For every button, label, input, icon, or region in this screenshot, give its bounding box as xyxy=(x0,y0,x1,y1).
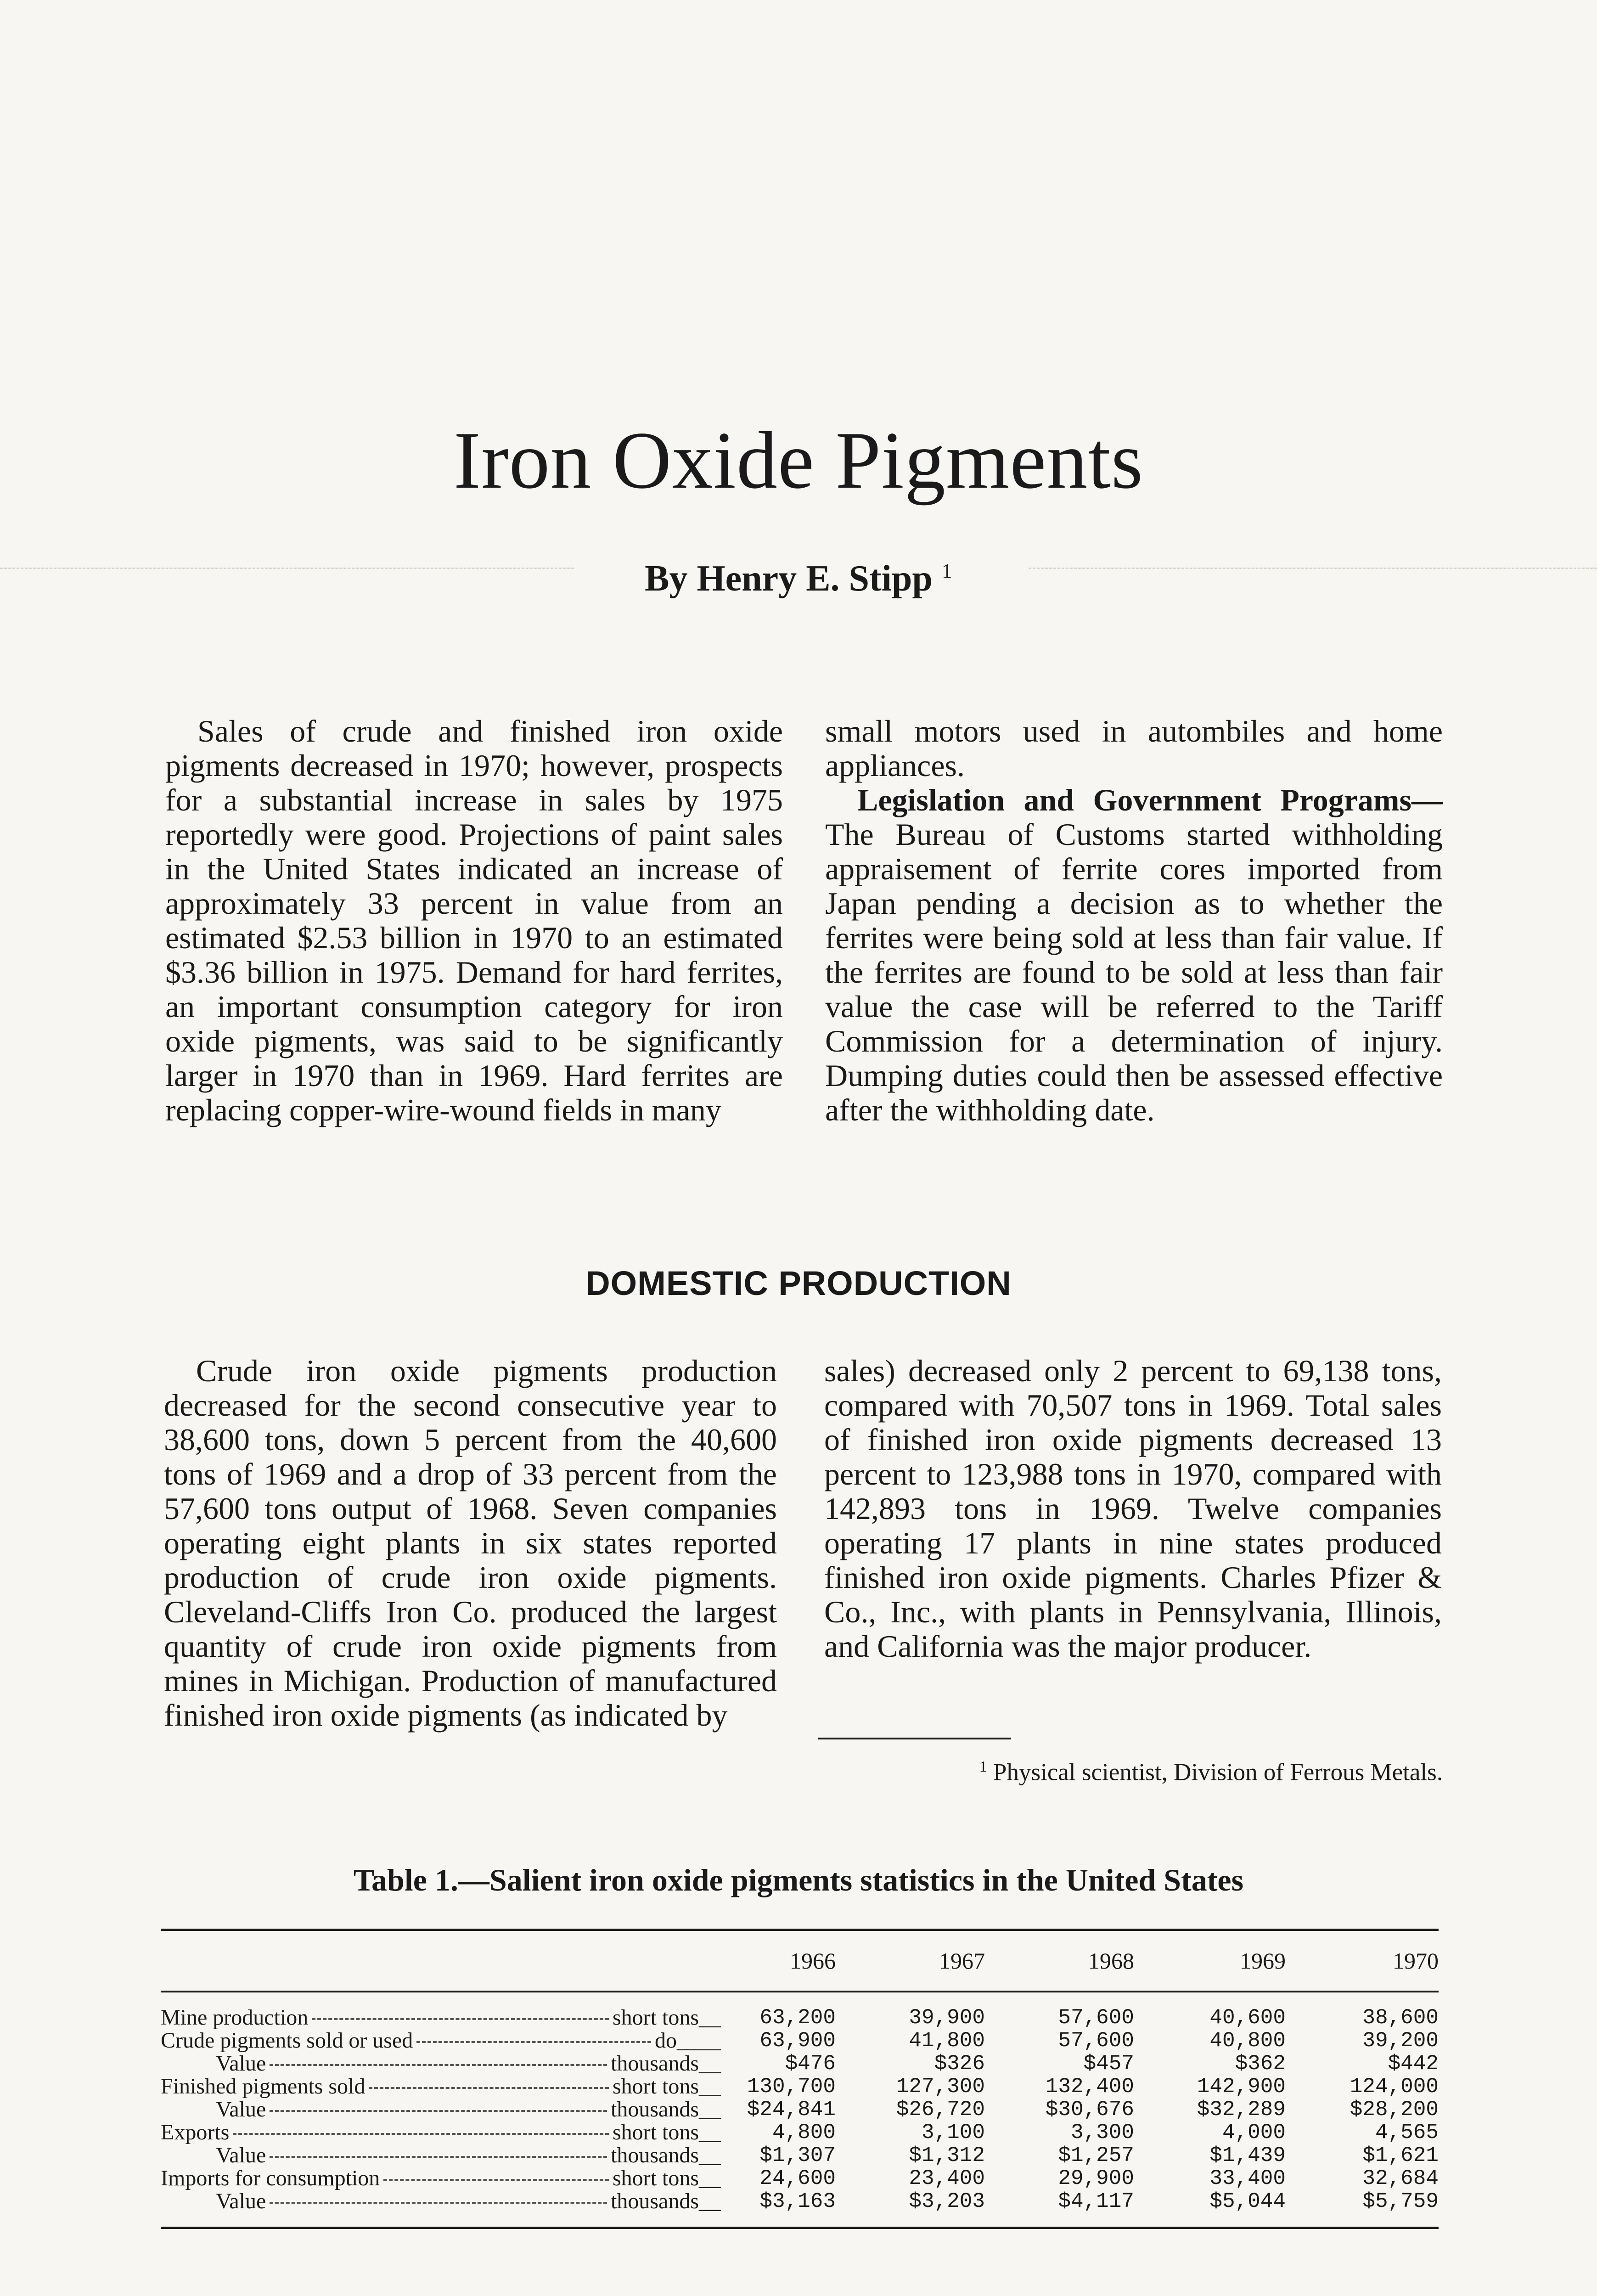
table-cell-value: $326 xyxy=(934,2052,985,2076)
row-label: Crude pigments sold or used xyxy=(161,2029,413,2052)
table-corner xyxy=(161,1931,721,1992)
table-cell-value: 57,600 xyxy=(1058,2006,1134,2030)
table-cell-value: 63,200 xyxy=(759,2006,836,2030)
table-row xyxy=(161,2098,1439,2121)
row-label-cell xyxy=(161,2144,721,2167)
domestic-paragraph: Crude iron oxide pigments production decreased for the second consecutive year to 38,600 tons, down 5 percent from the 40,600 tons of 1969 and a drop of 33 percent from the 57,600 tons output of 1968. Seven companies operating eight plants in six states reported production of crude iron oxide pigments. Cleveland-Cliffs Iron Co. produced the largest quantity of crude iron oxide pigments from mines in Michigan. Production of manufactured finished iron oxide pigments (as indicated by xyxy=(164,1353,777,1733)
year-header: 1969 xyxy=(1240,1948,1286,1974)
salient-statistics-table xyxy=(161,1929,1439,2229)
dot-leader xyxy=(416,2041,651,2043)
row-label-cell xyxy=(161,2167,721,2190)
intro-continuation: small motors used in autombiles and home appliances. xyxy=(825,714,1443,783)
table-cell-value: $30,676 xyxy=(1045,2098,1134,2122)
row-label: Value xyxy=(216,2098,266,2121)
table-cell-value: $457 xyxy=(1083,2052,1134,2076)
table-row xyxy=(161,2121,1439,2144)
row-label: Exports xyxy=(161,2121,230,2144)
row-label: Imports for consumption xyxy=(161,2167,380,2190)
table-cell-value: $28,200 xyxy=(1350,2098,1439,2122)
table-cell-value: $1,257 xyxy=(1058,2144,1134,2167)
row-label-cell xyxy=(161,2121,721,2144)
table-cell-value: 40,600 xyxy=(1209,2006,1286,2030)
table-cell-value: 4,565 xyxy=(1375,2121,1439,2144)
table-cell-value: $1,439 xyxy=(1209,2144,1286,2167)
table-cell-value: 130,700 xyxy=(747,2075,836,2099)
table-cell-value: 3,300 xyxy=(1070,2121,1134,2144)
table-cell-value: 29,900 xyxy=(1058,2167,1134,2190)
footnote xyxy=(818,1753,1443,1786)
table-cell-value: $32,289 xyxy=(1197,2098,1286,2122)
table-cell-value: $24,841 xyxy=(747,2098,836,2122)
year-header: 1966 xyxy=(790,1948,836,1974)
table-cell-value: 4,800 xyxy=(772,2121,836,2144)
table-cell-value: $442 xyxy=(1388,2052,1439,2076)
row-label-cell xyxy=(161,2029,721,2052)
row-label: Value xyxy=(216,2190,266,2213)
row-unit: short tons__ xyxy=(612,2167,721,2190)
row-label-cell xyxy=(161,2098,721,2121)
domestic-right-column xyxy=(824,1354,1442,1664)
byline-text: By Henry E. Stipp xyxy=(645,558,933,599)
table-cell-value: $1,307 xyxy=(759,2144,836,2167)
table-cell-value: 132,400 xyxy=(1045,2075,1134,2099)
table-cell-value: $5,044 xyxy=(1209,2189,1286,2213)
table-cell-value: $1,621 xyxy=(1362,2144,1439,2167)
row-unit: thousands__ xyxy=(611,2098,721,2121)
domestic-production-heading: DOMESTIC PRODUCTION xyxy=(585,1264,1012,1302)
year-header: 1967 xyxy=(939,1948,985,1974)
statistics-table xyxy=(161,1931,1439,2213)
table-cell-value: $3,163 xyxy=(759,2189,836,2213)
year-header: 1968 xyxy=(1088,1948,1134,1974)
table-row xyxy=(161,2029,1439,2052)
dot-leader xyxy=(270,2156,607,2158)
table-cell-value: 3,100 xyxy=(921,2121,985,2144)
table-row xyxy=(161,2190,1439,2213)
footnote-text: Physical scientist, Division of Ferrous Metals. xyxy=(993,1759,1443,1786)
row-unit: thousands__ xyxy=(611,2190,721,2213)
legislation-text: The Bureau of Customs started withholding appraisement of ferrite cores imported from Japan pending a decision as to whether the ferrites were being sold at less than fair value. If the ferrites are found to be sold at less than fair value the case will be referred to the Tariff Commission for a determination of injury. Dumping duties could then be assessed effective after the withholding date. xyxy=(825,817,1443,1127)
row-unit: thousands__ xyxy=(611,2144,721,2167)
byline-footnote-ref: 1 xyxy=(941,559,952,583)
byline xyxy=(0,558,1597,600)
table-cell-value: 38,600 xyxy=(1362,2006,1439,2030)
dot-leader xyxy=(233,2133,609,2135)
table-cell-value: 63,900 xyxy=(759,2029,836,2053)
footnote-rule xyxy=(818,1738,1011,1739)
footnote-marker: 1 xyxy=(979,1758,987,1775)
table-cell-value: $1,312 xyxy=(909,2144,985,2167)
table-cell-value: 4,000 xyxy=(1222,2121,1286,2144)
table-cell-value: 142,900 xyxy=(1197,2075,1286,2099)
dot-leader xyxy=(270,2202,607,2204)
table-cell-value: $4,117 xyxy=(1058,2189,1134,2213)
table-title: Table 1.—Salient iron oxide pigments statistics in the United States xyxy=(353,1863,1244,1897)
table-cell-value: 57,600 xyxy=(1058,2029,1134,2053)
page-title: Iron Oxide Pigments xyxy=(453,415,1144,506)
row-label-cell xyxy=(161,2190,721,2213)
domestic-left-column xyxy=(164,1354,777,1733)
table-row xyxy=(161,2075,1439,2098)
dot-leader xyxy=(383,2179,609,2181)
row-label-cell xyxy=(161,2006,721,2029)
dot-leader xyxy=(270,2064,607,2066)
row-unit: short tons__ xyxy=(612,2121,721,2144)
table-cell-value: 33,400 xyxy=(1209,2167,1286,2190)
row-label-cell xyxy=(161,2075,721,2098)
table-row xyxy=(161,2006,1439,2029)
intro-right-column xyxy=(825,714,1443,1127)
table-cell-value: $5,759 xyxy=(1362,2189,1439,2213)
row-unit: do____ xyxy=(655,2029,721,2052)
table-cell-value: 127,300 xyxy=(896,2075,985,2099)
row-label: Value xyxy=(216,2144,266,2167)
row-unit: thousands__ xyxy=(611,2052,721,2075)
table-bottom-rule xyxy=(161,2227,1439,2229)
intro-left-column xyxy=(165,714,783,1127)
dot-leader xyxy=(312,2018,609,2020)
table-cell-value: 41,800 xyxy=(909,2029,985,2053)
row-label-cell xyxy=(161,2052,721,2075)
table-row xyxy=(161,2144,1439,2167)
table-cell-value: $476 xyxy=(785,2052,836,2076)
year-header: 1970 xyxy=(1393,1948,1439,1974)
table-cell-value: 40,800 xyxy=(1209,2029,1286,2053)
table-cell-value: $26,720 xyxy=(896,2098,985,2122)
table-cell-value: 124,000 xyxy=(1350,2075,1439,2099)
table-row xyxy=(161,2167,1439,2190)
dot-leader xyxy=(270,2110,607,2112)
table-cell-value: $3,203 xyxy=(909,2189,985,2213)
row-unit: short tons__ xyxy=(612,2006,721,2029)
legislation-heading: Legislation and Government Programs— xyxy=(857,782,1443,817)
row-label: Value xyxy=(216,2052,266,2075)
row-unit: short tons__ xyxy=(612,2075,721,2098)
domestic-continuation: sales) decreased only 2 percent to 69,138 tons, compared with 70,507 tons in 1969. Total sales of finished iron oxide pigments decreased 13 percent to 123,988 tons in 1970, compared with 142,893 tons in 1969. Twelve companies operating 17 plants in nine states produced finished iron oxide pigments. Charles Pfizer & Co., Inc., with plants in Pennsylvania, Illinois, and California was the major producer. xyxy=(824,1353,1442,1664)
dot-leader xyxy=(369,2087,609,2089)
legislation-paragraph xyxy=(825,783,1443,1127)
row-label: Mine production xyxy=(161,2006,309,2029)
table-cell-value: 23,400 xyxy=(909,2167,985,2190)
table-cell-value: 32,684 xyxy=(1362,2167,1439,2190)
table-row xyxy=(161,2052,1439,2075)
row-label: Finished pigments sold xyxy=(161,2075,366,2098)
table-cell-value: $362 xyxy=(1235,2052,1286,2076)
table-cell-value: 24,600 xyxy=(759,2167,836,2190)
table-cell-value: 39,200 xyxy=(1362,2029,1439,2053)
table-cell-value: 39,900 xyxy=(909,2006,985,2030)
intro-paragraph: Sales of crude and finished iron oxide pigments decreased in 1970; however, prospects for a substantial increase in sales by 1975 reportedly were good. Projections of paint sales in the United States indicated an increase of approximately 33 percent in value from an estimated $2.53 billion in 1970 to an estimated $3.36 billion in 1975. Demand for hard ferrites, an important consumption category for iron oxide pigments, was said to be significantly larger in 1970 than in 1969. Hard ferrites are replacing copper-wire-wound fields in many xyxy=(165,714,783,1127)
